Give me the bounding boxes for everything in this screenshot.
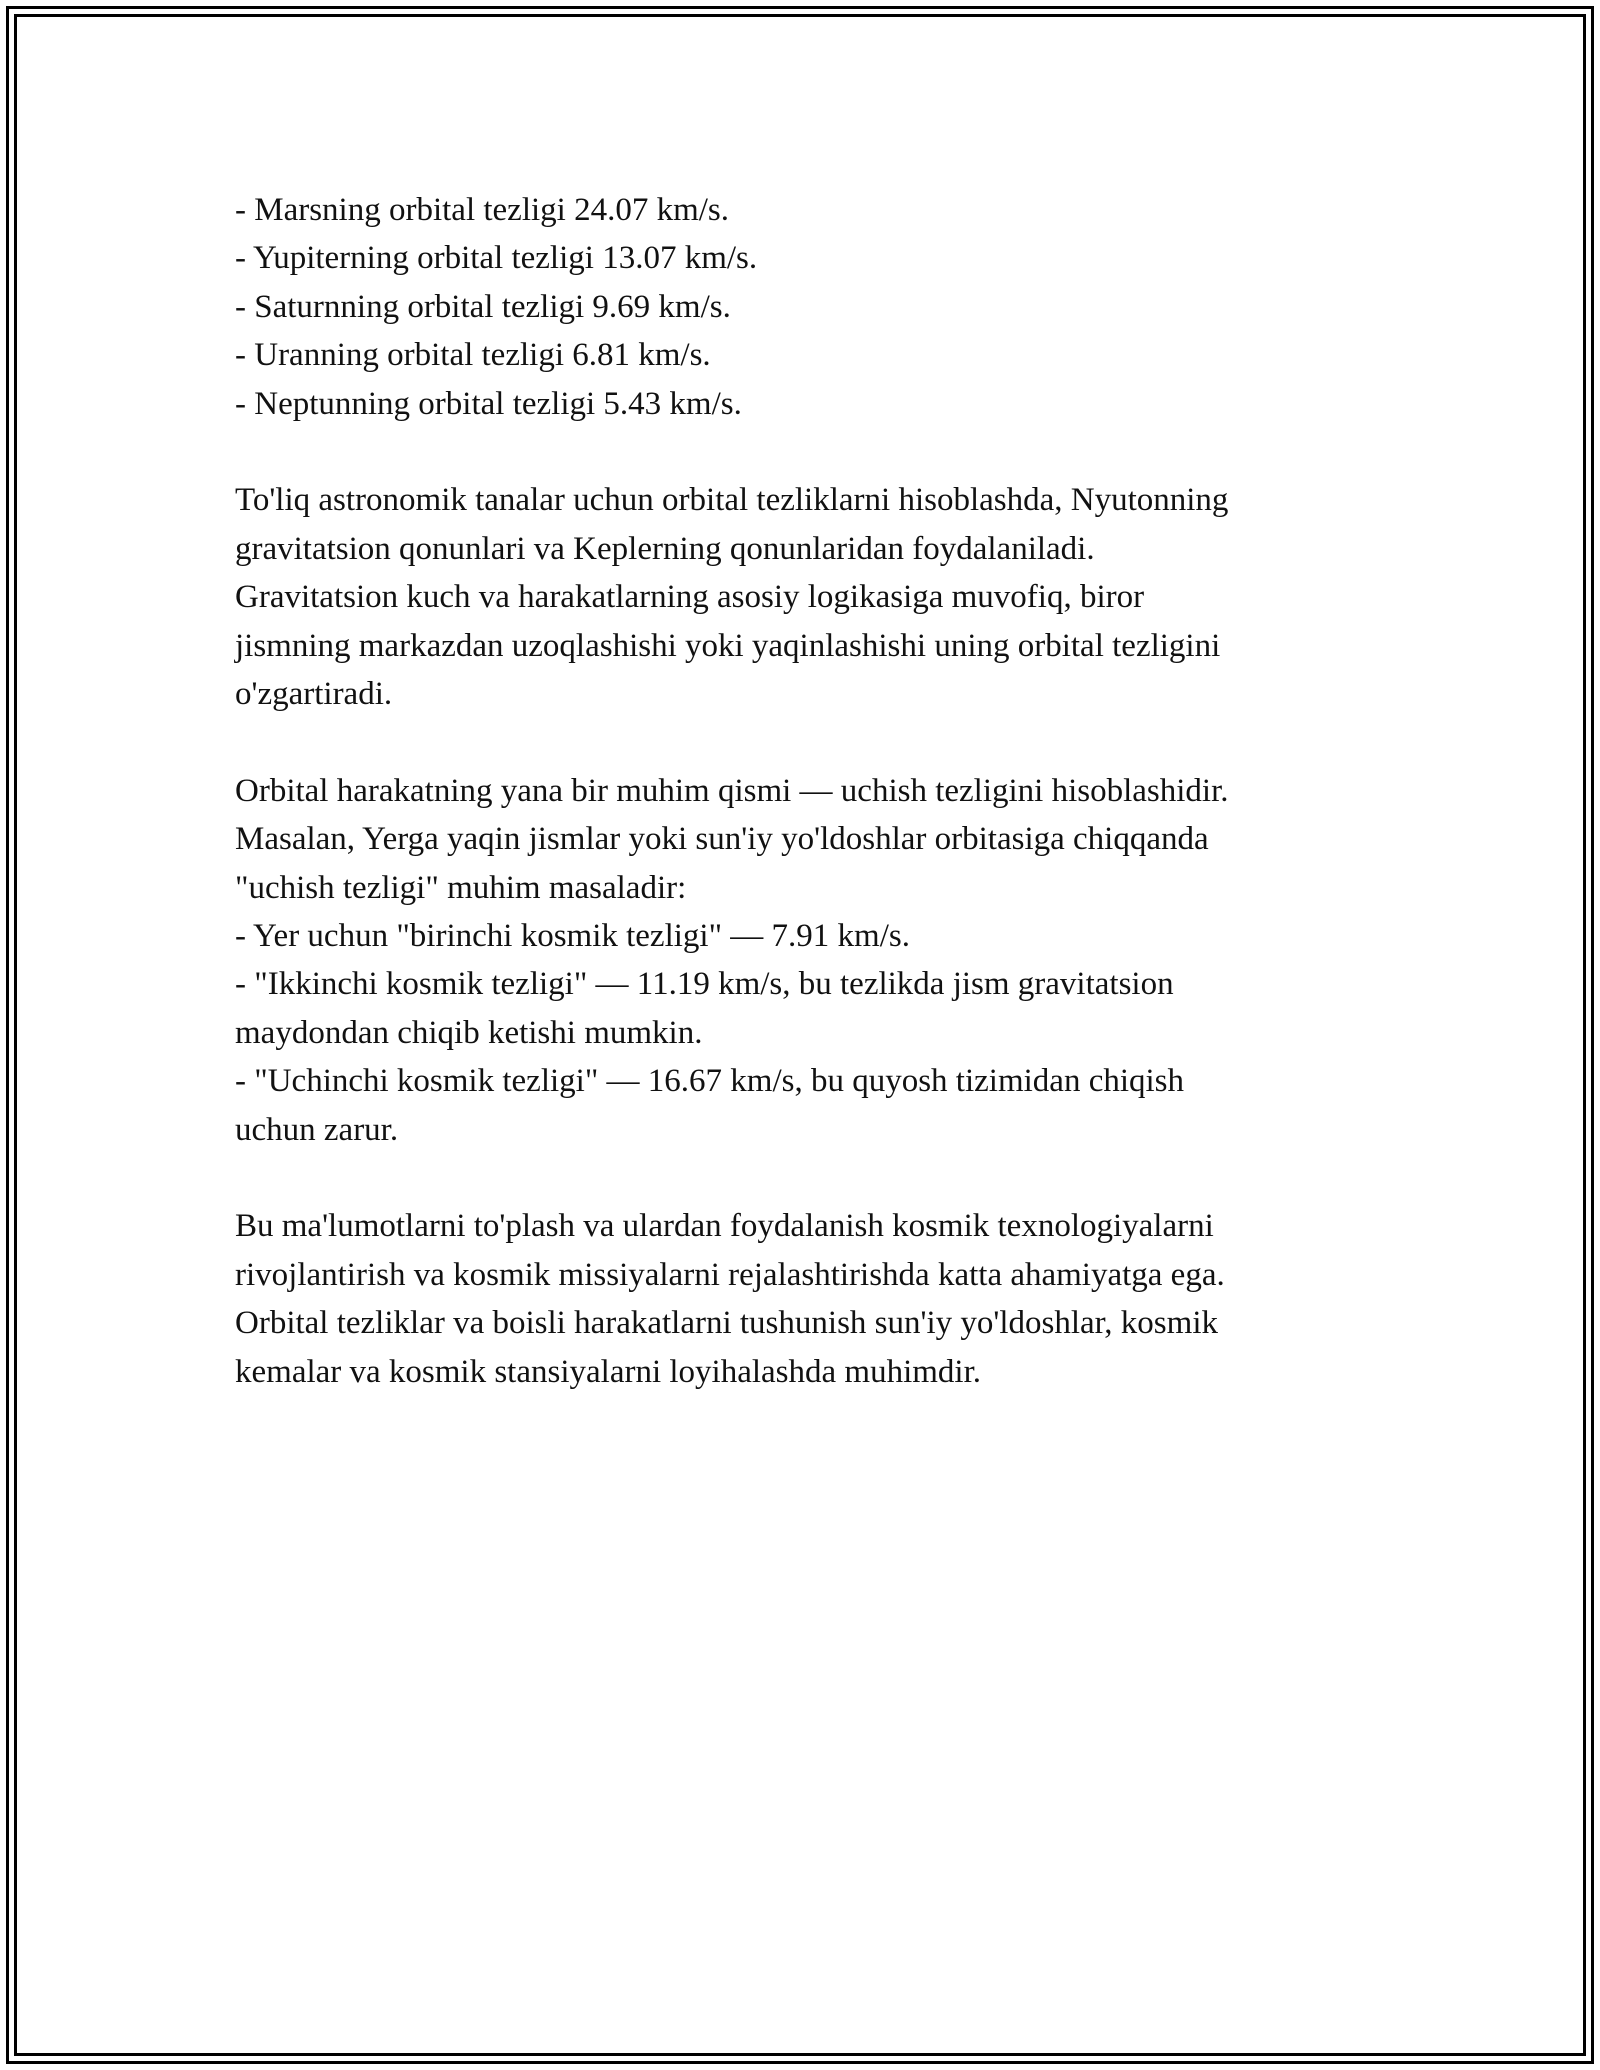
paragraph-line: To'liq astronomik tanalar uchun orbital tezliklarni hisoblashda, Nyutonning bbox=[235, 482, 1229, 519]
paragraph-line: kemalar va kosmik stansiyalarni loyihalashda muhimdir. bbox=[235, 1353, 982, 1390]
list-item: - Uranning orbital tezligi 6.81 km/s. bbox=[235, 337, 711, 374]
list-item: - Yer uchun "birinchi kosmik tezligi" — 7.91 km/s. bbox=[235, 918, 910, 955]
planet-speed-list bbox=[235, 186, 1385, 428]
paragraph-line: gravitatsion qonunlari va Keplerning qonunlaridan foydalaniladi. bbox=[235, 530, 1095, 567]
list-item: - Marsning orbital tezligi 24.07 km/s. bbox=[235, 192, 730, 228]
paragraph-line: Orbital harakatning yana bir muhim qismi — uchish tezligini hisoblashidir. bbox=[235, 772, 1229, 809]
list-item: - "Uchinchi kosmik tezligi" — 16.67 km/s, bu quyosh tizimidan chiqish bbox=[235, 1063, 1185, 1100]
paragraph-line: jismning markazdan uzoqlashishi yoki yaqinlashishi uning orbital tezligini bbox=[235, 627, 1221, 664]
list-item-continuation: uchun zarur. bbox=[235, 1111, 399, 1148]
paragraph-line: "uchish tezligi" muhim masaladir: bbox=[235, 869, 687, 906]
list-item: - "Ikkinchi kosmik tezligi" — 11.19 km/s, bu tezlikda jism gravitatsion bbox=[235, 966, 1174, 1003]
paragraph-line: Masalan, Yerga yaqin jismlar yoki sun'iy yo'ldoshlar orbitasiga chiqqanda bbox=[235, 821, 1209, 858]
document-body bbox=[235, 186, 1385, 1445]
paragraph-escape-velocity bbox=[235, 767, 1385, 1154]
paragraph-conclusion bbox=[235, 1202, 1385, 1396]
paragraph-line: Bu ma'lumotlarni to'plash va ulardan foydalanish kosmik texnologiyalarni bbox=[235, 1208, 1214, 1245]
list-item: - Neptunning orbital tezligi 5.43 km/s. bbox=[235, 385, 742, 422]
paragraph-line: rivojlantirish va kosmik missiyalarni rejalashtirishda katta ahamiyatga ega. bbox=[235, 1256, 1225, 1293]
paragraph-kepler bbox=[235, 476, 1385, 718]
paragraph-line: o'zgartiradi. bbox=[235, 676, 393, 713]
paragraph-line: Orbital tezliklar va boisli harakatlarni tushunish sun'iy yo'ldoshlar, kosmik bbox=[235, 1305, 1218, 1342]
list-item: - Saturnning orbital tezligi 9.69 km/s. bbox=[235, 288, 731, 325]
paragraph-line: Gravitatsion kuch va harakatlarning asosiy logikasiga muvofiq, biror bbox=[235, 579, 1145, 616]
list-item-continuation: maydondan chiqib ketishi mumkin. bbox=[235, 1014, 703, 1051]
list-item: - Yupiterning orbital tezligi 13.07 km/s. bbox=[235, 240, 758, 277]
